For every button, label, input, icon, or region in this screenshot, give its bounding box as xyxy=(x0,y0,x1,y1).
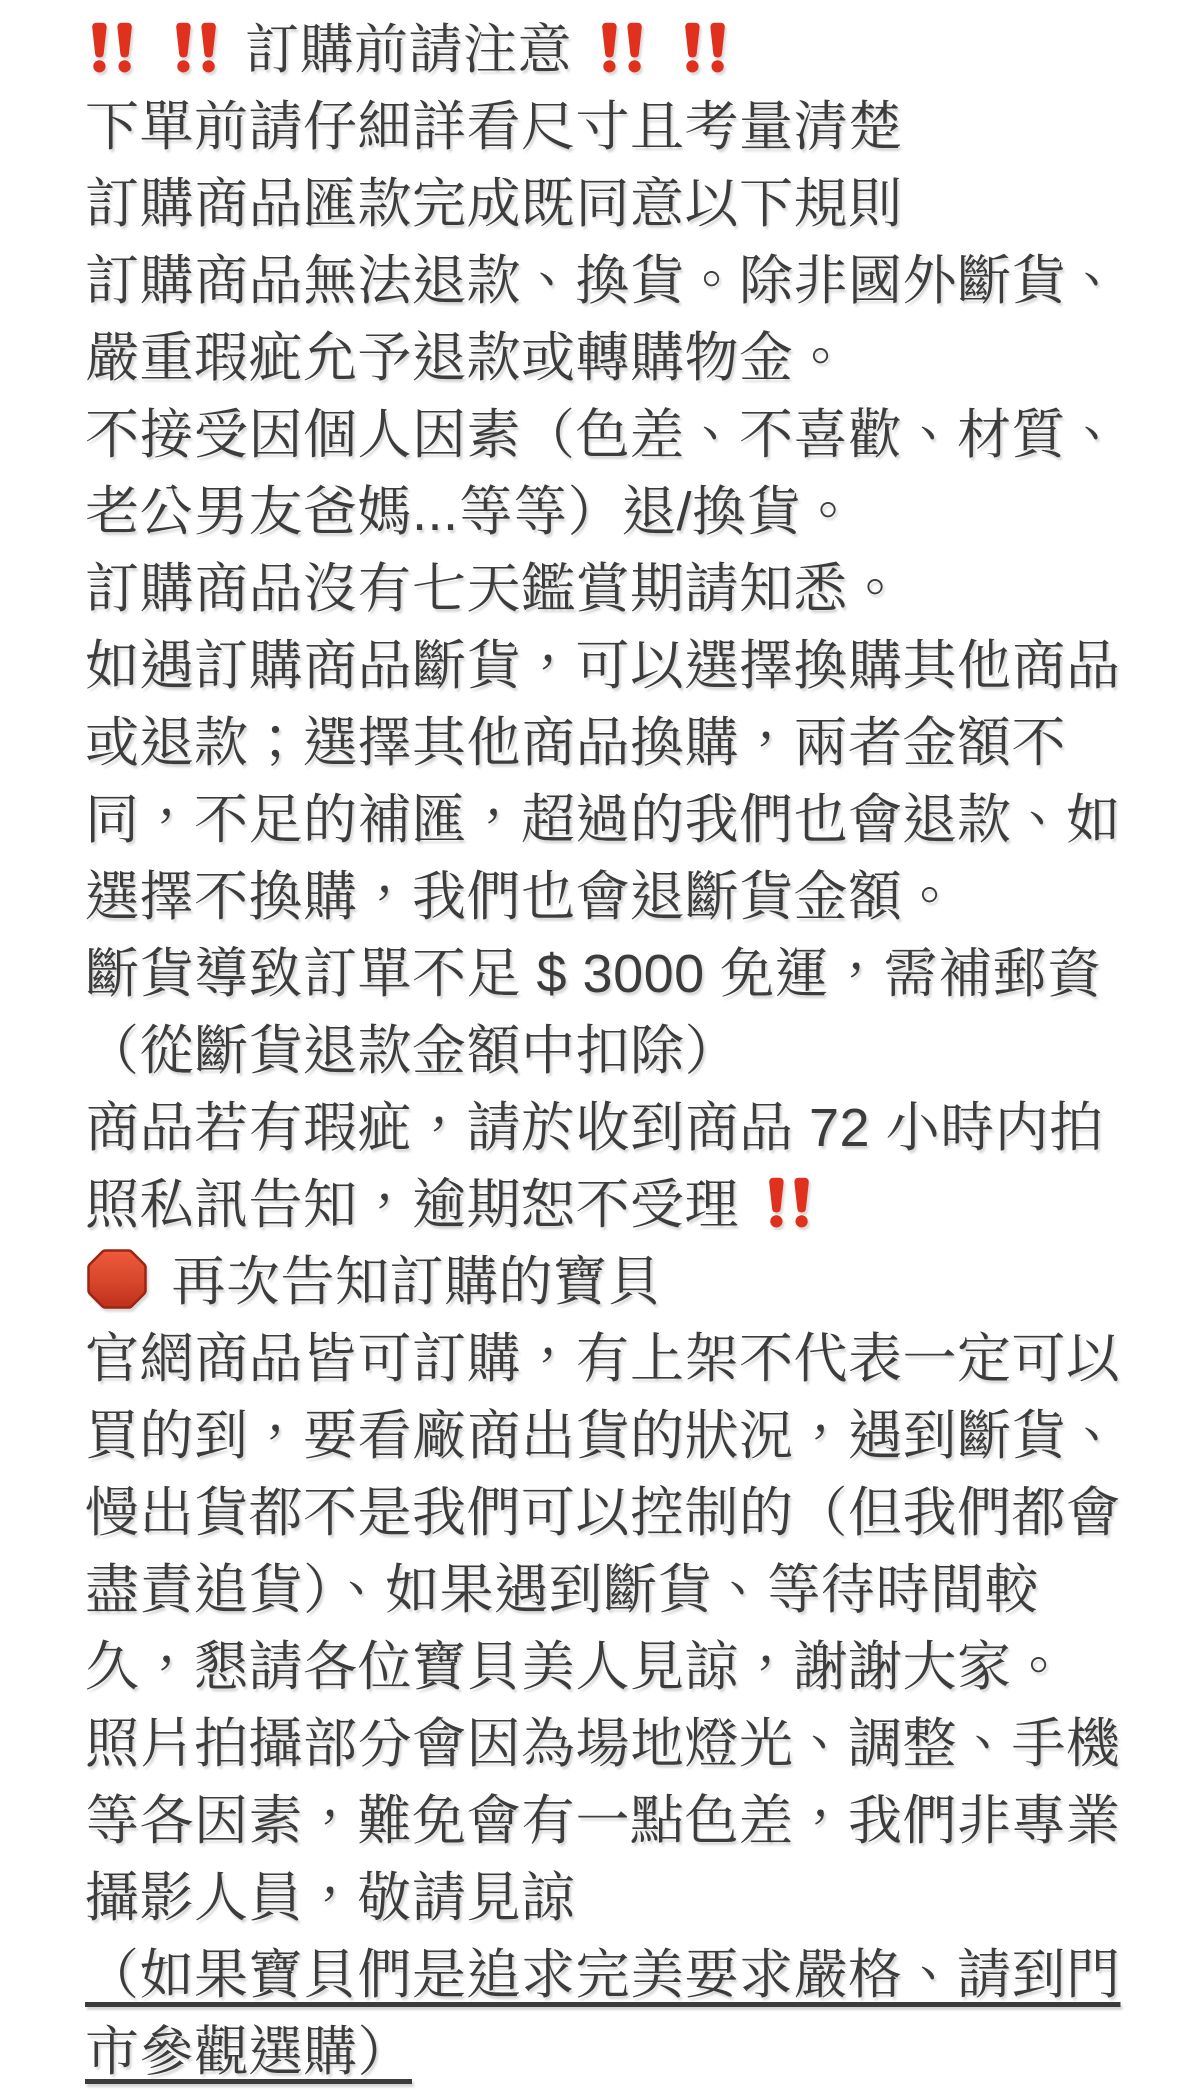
notice-line xyxy=(85,859,1170,936)
notice-line xyxy=(85,1167,1170,1244)
notice-text: 慢出貨都不是我們可以控制的（但我們都會 xyxy=(85,1483,1121,1543)
notice-line xyxy=(85,1013,1170,1090)
notice-line xyxy=(85,1475,1170,1552)
notice-text: 同，不足的補匯，超過的我們也會退款、如 xyxy=(85,790,1121,850)
notice-line xyxy=(85,1552,1170,1629)
double-exclamation-icon xyxy=(595,19,649,75)
notice-text: 照私訊告知，逾期恕不受理 xyxy=(85,1175,739,1235)
notice-line xyxy=(85,1860,1170,1937)
notice-line xyxy=(85,1629,1170,1706)
notice-line xyxy=(85,705,1170,782)
underlined-text: 市參觀選購） xyxy=(85,2022,412,2082)
notice-line xyxy=(85,243,1170,320)
stop-sign-icon xyxy=(85,1247,149,1311)
double-exclamation-icon xyxy=(169,19,223,75)
notice-heading-line xyxy=(85,12,1170,89)
notice-line xyxy=(85,628,1170,705)
notice-line xyxy=(85,551,1170,628)
notice-line xyxy=(85,1090,1170,1167)
notice-text: 照片拍攝部分會因為場地燈光、調整、手機 xyxy=(85,1714,1121,1774)
notice-line xyxy=(85,1244,1170,1321)
double-exclamation-icon xyxy=(85,19,139,75)
notice-line xyxy=(85,2014,1170,2091)
notice-line xyxy=(85,1321,1170,1398)
notice-line xyxy=(85,782,1170,859)
notice-line xyxy=(85,1706,1170,1783)
notice-text: 選擇不換購，我們也會退斷貨金額。 xyxy=(85,867,957,927)
notice-text: 訂購商品無法退款、換貨。除非國外斷貨、 xyxy=(85,251,1121,311)
notice-text: 訂購商品匯款完成既同意以下規則 xyxy=(85,174,903,234)
double-exclamation-icon xyxy=(678,19,732,75)
notice-text: 下單前請仔細詳看尺寸且考量清楚 xyxy=(85,97,903,157)
notice-text: 老公男友爸媽...等等）退/換貨。 xyxy=(85,482,856,542)
notice-line xyxy=(85,1398,1170,1475)
notice-text: 久，懇請各位寶貝美人見諒，謝謝大家。 xyxy=(85,1637,1066,1697)
notice-text: 再次告知訂購的寶貝 xyxy=(171,1252,663,1312)
notice-text: 如遇訂購商品斷貨，可以選擇換購其他商品 xyxy=(85,636,1121,696)
notice-text: 買的到，要看廠商出貨的狀況，遇到斷貨、 xyxy=(85,1406,1121,1466)
notice-text: 或退款；選擇其他商品換購，兩者金額不 xyxy=(85,713,1066,773)
notice-line xyxy=(85,1937,1170,2014)
notice-line xyxy=(85,166,1170,243)
notice-text: 嚴重瑕疵允予退款或轉購物金。 xyxy=(85,328,848,388)
notice-text: 商品若有瑕疵，請於收到商品 72 小時内拍 xyxy=(85,1098,1104,1158)
notice-text: 等各因素，難免會有一點色差，我們非專業 xyxy=(85,1791,1121,1851)
underlined-text: （如果寶貝們是追求完美要求嚴格、請到門 xyxy=(85,1945,1121,2005)
notice-text: 不接受因個人因素（色差、不喜歡、材質、 xyxy=(85,405,1121,465)
notice-line xyxy=(85,936,1170,1013)
notice-line xyxy=(85,397,1170,474)
notice-text: （從斷貨退款金額中扣除） xyxy=(85,1021,739,1081)
notice-line xyxy=(85,1783,1170,1860)
notice-text: 官網商品皆可訂購，有上架不代表一定可以 xyxy=(85,1329,1121,1389)
notice-text: 訂購前請注意 xyxy=(245,20,573,80)
notice-text: 斷貨導致訂單不足 $ 3000 免運，需補郵資 xyxy=(85,944,1102,1004)
notice-line xyxy=(85,474,1170,551)
notice-line xyxy=(85,320,1170,397)
notice-text: 訂購商品沒有七天鑑賞期請知悉。 xyxy=(85,559,903,619)
notice-text: 盡責追貨）、如果遇到斷貨、等待時間較 xyxy=(85,1560,1039,1620)
notice-text: 攝影人員，敬請見諒 xyxy=(85,1868,576,1928)
double-exclamation-icon xyxy=(762,1174,816,1230)
notice-line xyxy=(85,89,1170,166)
